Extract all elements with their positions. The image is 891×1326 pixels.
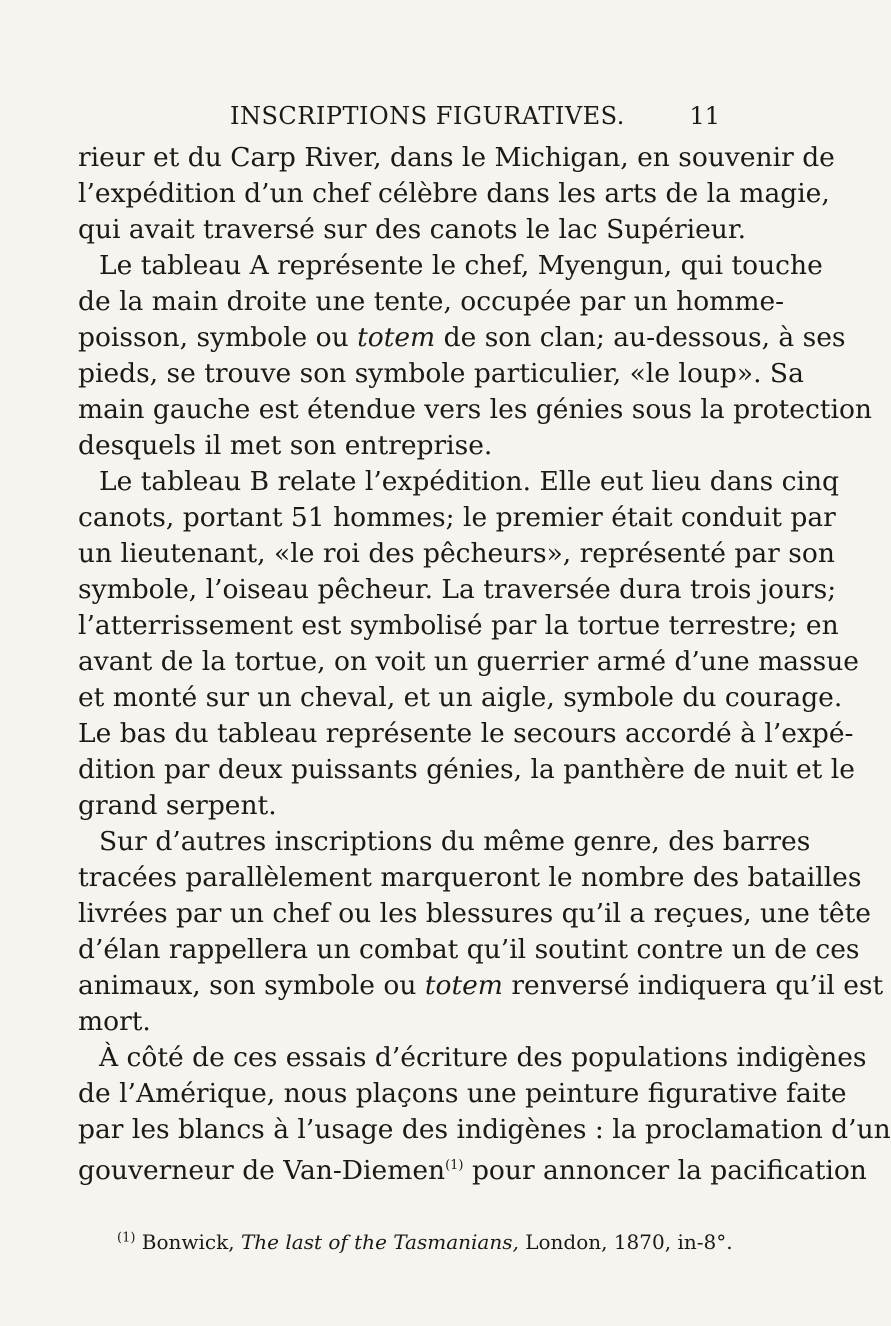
text-line: À côté de ces essais d’écriture des populations indigènes [99, 1042, 867, 1073]
text-line: main gauche est étendue vers les génies sous la protection [78, 394, 872, 425]
text-line: Le tableau B relate l’expédition. Elle eut lieu dans cinq [99, 466, 839, 497]
footnote-author: Bonwick, [141, 1230, 235, 1254]
text-line: desquels il met son entreprise. [78, 430, 493, 461]
text-segment: poisson, symbole ou [78, 322, 349, 353]
text-line: de la main droite une tente, occupée par un homme- [78, 286, 785, 317]
text-line: grand serpent. [78, 790, 277, 821]
text-segment: renversé indiquera qu’il est [511, 970, 884, 1001]
text-line: d’élan rappellera un combat qu’il soutint contre un de ces [78, 934, 860, 965]
page-header [0, 96, 800, 136]
text-line: et monté sur un cheval, et un aigle, symbole du courage. [78, 682, 843, 713]
page-number: 11 [689, 102, 720, 130]
italic-term: totem [357, 322, 436, 353]
text-segment: de son clan; au-dessous, à ses [443, 322, 846, 353]
text-line: canots, portant 51 hommes; le premier était conduit par [78, 502, 836, 533]
text-line: rieur et du Carp River, dans le Michigan, en souvenir de [78, 142, 835, 173]
text-line: mort. [78, 1006, 151, 1037]
text-line: tracées parallèlement marqueront le nombre des batailles [78, 862, 862, 893]
text-line: Le bas du tableau représente le secours accordé à l’expé- [78, 718, 854, 749]
text-line [78, 1148, 867, 1189]
text-line: l’atterrissement est symbolisé par la tortue terrestre; en [78, 610, 839, 641]
footnote-details: London, 1870, in-8°. [525, 1230, 733, 1254]
text-segment: gouverneur de Van-Diemen [78, 1154, 446, 1186]
text-line: Sur d’autres inscriptions du même genre, des barres [99, 826, 811, 857]
text-line: par les blancs à l’usage des indigènes : la proclamation d’un [78, 1114, 891, 1145]
running-title: INSCRIPTIONS FIGURATIVES. [230, 102, 625, 130]
text-line: de l’Amérique, nous plaçons une peinture figurative faite [78, 1078, 847, 1109]
text-line: dition par deux puissants génies, la panthère de nuit et le [78, 754, 855, 785]
text-line: l’expédition d’un chef célèbre dans les arts de la magie, [78, 178, 830, 209]
text-line [78, 968, 884, 1004]
text-segment: pour annoncer la pacification [471, 1154, 867, 1186]
footnote-book-title: The last of the Tasmanians, [240, 1230, 519, 1254]
footnote [117, 1230, 733, 1254]
text-line: symbole, l’oiseau pêcheur. La traversée dura trois jours; [78, 574, 837, 605]
text-line: avant de la tortue, on voit un guerrier armé d’une massue [78, 646, 859, 677]
text-segment: animaux, son symbole ou [78, 970, 417, 1001]
text-line: pieds, se trouve son symbole particulier, «le loup». Sa [78, 358, 804, 389]
text-line [78, 320, 846, 356]
text-line: Le tableau A représente le chef, Myengun, qui touche [99, 250, 823, 281]
footnote-reference: (1) [445, 1158, 464, 1173]
italic-term: totem [424, 970, 503, 1001]
text-line: livrées par un chef ou les blessures qu’il a reçues, une tête [78, 898, 871, 929]
text-line: qui avait traversé sur des canots le lac Supérieur. [78, 214, 747, 245]
text-line: un lieutenant, «le roi des pêcheurs», représenté par son [78, 538, 835, 569]
footnote-marker: (1) [117, 1230, 136, 1246]
